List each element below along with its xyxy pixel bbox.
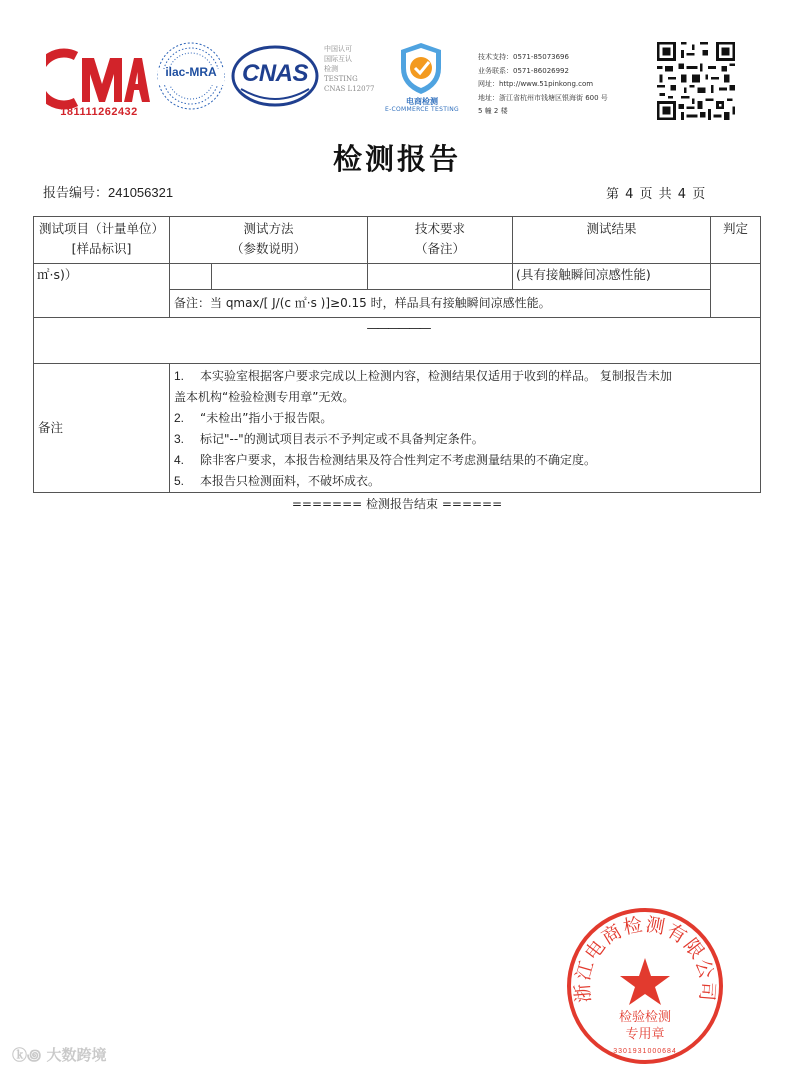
report-number-value: 241056321	[108, 185, 174, 200]
header-test-item: 测试项目（计量单位） [样品标识]	[38, 221, 164, 256]
qr-code-icon	[657, 42, 735, 120]
ilac-mra-text: ilac-MRA	[165, 65, 217, 79]
header-test-method: 测试方法 （参数说明）	[230, 221, 306, 256]
business-contact: 业务联系：0571-86026992	[478, 66, 569, 75]
notes-label: 备注	[38, 420, 64, 435]
svg-text:检验检测: 检验检测	[618, 1010, 672, 1025]
address: 地址：浙江省杭州市钱塘区银海街 600 号	[478, 93, 608, 102]
list-item: 盖本机构“检验检测专用章”无效。	[174, 390, 355, 404]
report-number	[43, 182, 173, 201]
website: 网址：http://www.51pinkong.com	[478, 80, 594, 88]
list-item: 1. 本实验室根据客户要求完成以上检测内容，检测结果仅适用于收到的样品。 复制报告未加	[174, 369, 672, 383]
page-info: 第 4 页 共 4 页	[606, 187, 707, 202]
header-verdict: 判定	[722, 221, 748, 236]
header-requirement: 技术要求 （备注）	[414, 221, 465, 256]
contact-info	[478, 51, 648, 119]
watermark: ⓚ꩜ 大数跨境	[12, 1046, 107, 1064]
list-item: 2. “未检出”指小于报告限。	[174, 411, 333, 425]
cnas-text: CNAS	[241, 60, 308, 87]
list-item: 4. 除非客户要求，本报告检测结果及符合性判定不考虑测量结果的不确定度。	[174, 453, 597, 467]
svg-text:专用章: 专用章	[625, 1027, 665, 1042]
shield-check-icon	[396, 40, 446, 96]
notes-list	[174, 366, 764, 492]
header-result: 测试结果	[586, 221, 637, 236]
tech-support: 技术支持：0571-85073696	[478, 53, 569, 61]
row-note: 备注：当 qmax/[ J/(c ㎡·s )]≥0.15 时，样品具有接触瞬间凉感性能。	[174, 296, 551, 310]
row-result: (具有接触瞬间凉感性能)	[516, 267, 651, 282]
list-item: 5. 本报告只检测面料，不破坏成衣。	[174, 474, 381, 488]
page-title: 检测报告	[332, 142, 461, 176]
ec-logo-subtext: E-COMMERCE TESTING	[384, 106, 459, 113]
svg-text:浙江电商检测有限公司: 浙江电商检测有限公司	[571, 913, 719, 1004]
row-dash-mark: ——————	[366, 320, 430, 335]
report-end-marker: ======= 检测报告结束 ======	[291, 497, 503, 511]
row-item-unit: ㎡·s)）	[37, 267, 78, 282]
ec-logo-text: 电商检测	[406, 97, 438, 106]
report-number-label: 报告编号：	[43, 186, 109, 201]
official-seal	[565, 906, 725, 1066]
address-line-2: 5 幢 2 楼	[478, 107, 508, 115]
svg-text:3301931000684: 3301931000684	[613, 1048, 677, 1055]
watermark-logo-icon: ⓚ꩜	[12, 1046, 47, 1064]
cnas-accreditation-text: 中国认可 国际互认 检测 TESTING CNAS L12077	[324, 45, 375, 93]
list-item: 3. 标记"--"的测试项目表示不予判定或不具备判定条件。	[174, 432, 484, 446]
cma-code: 181111262432	[60, 106, 138, 118]
